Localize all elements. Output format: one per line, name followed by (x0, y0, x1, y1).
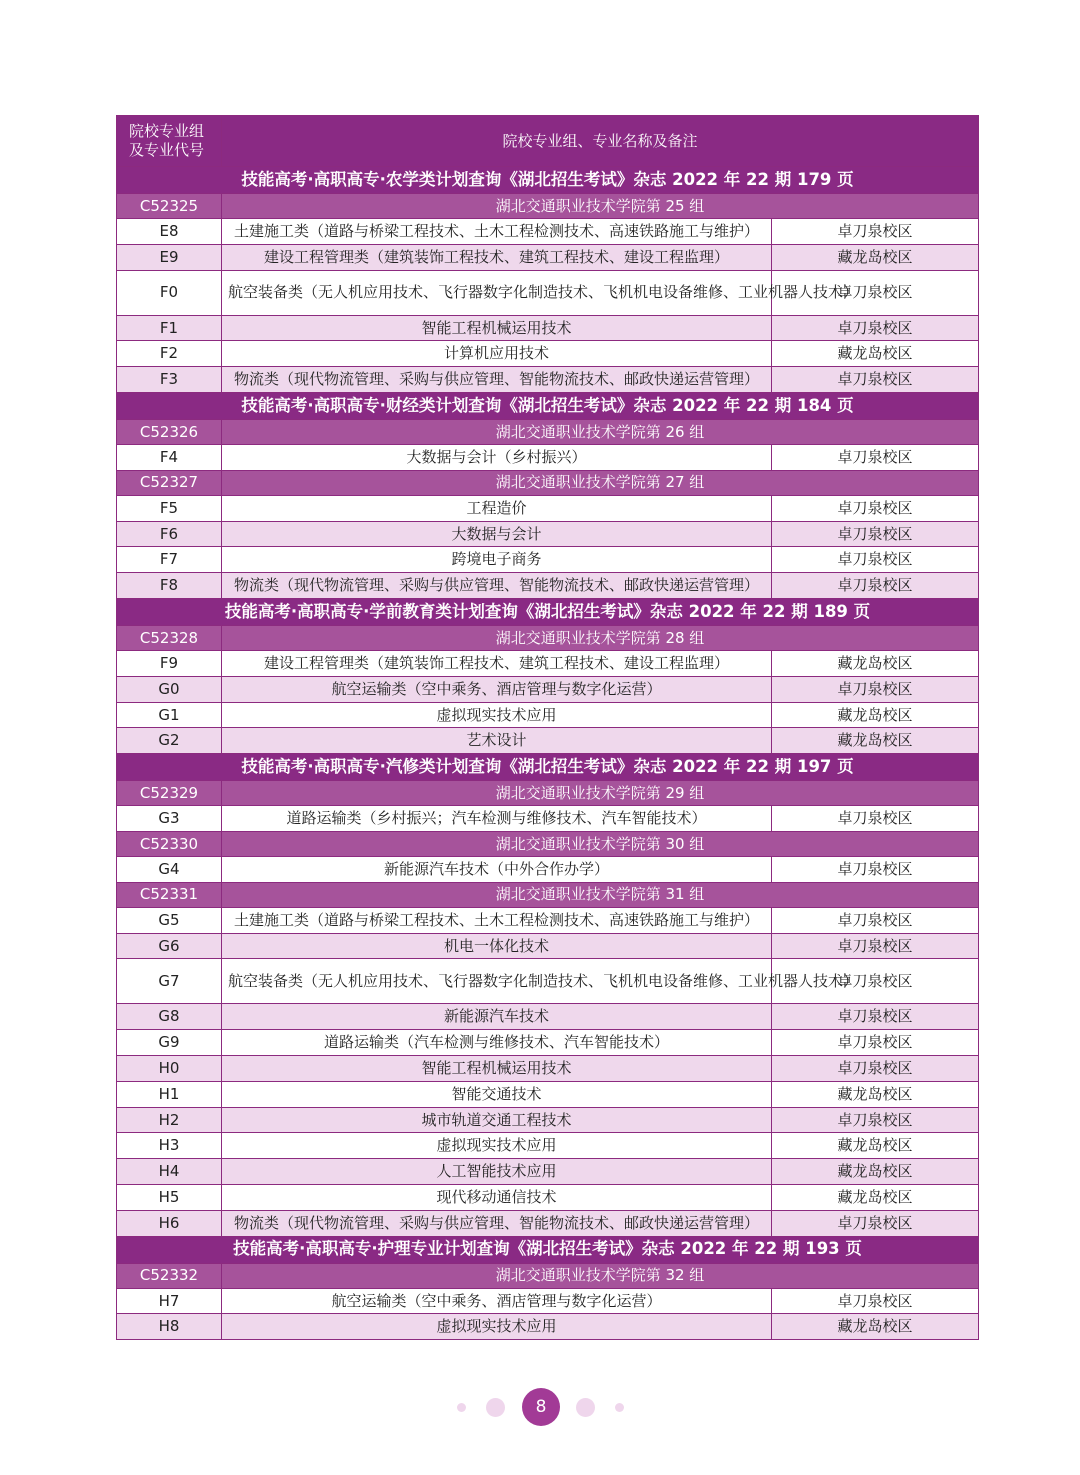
pager-dot (457, 1403, 466, 1412)
major-code: H3 (117, 1133, 222, 1159)
group-code: C52330 (117, 831, 222, 856)
table-row (117, 573, 979, 599)
group-name: 湖北交通职业技术学院第 30 组 (222, 831, 979, 856)
table-row (117, 1081, 979, 1107)
group-row (117, 882, 979, 907)
group-row (117, 1263, 979, 1288)
category-title: 技能高考·高职高专·汽修类计划查询《湖北招生考试》杂志 2022 年 22 期 197 页 (117, 754, 979, 781)
major-name: 虚拟现实技术应用 (222, 1314, 772, 1340)
table-row (117, 1133, 979, 1159)
major-name: 物流类（现代物流管理、采购与供应管理、智能物流技术、邮政快递运营管理） (222, 367, 772, 393)
major-code: H4 (117, 1159, 222, 1185)
group-code: C52332 (117, 1263, 222, 1288)
campus: 卓刀泉校区 (772, 315, 979, 341)
campus: 卓刀泉校区 (772, 1107, 979, 1133)
major-code: F9 (117, 650, 222, 676)
major-code: F3 (117, 367, 222, 393)
category-row (117, 167, 979, 194)
major-code: G2 (117, 728, 222, 754)
major-name: 人工智能技术应用 (222, 1159, 772, 1185)
campus: 卓刀泉校区 (772, 856, 979, 882)
table-row (117, 933, 979, 959)
campus: 卓刀泉校区 (772, 367, 979, 393)
campus: 卓刀泉校区 (772, 270, 979, 315)
group-code: C52326 (117, 419, 222, 444)
group-row (117, 625, 979, 650)
major-code: H7 (117, 1288, 222, 1314)
major-name: 航空装备类（无人机应用技术、飞行器数字化制造技术、飞机机电设备维修、工业机器人技术） (222, 270, 772, 315)
campus: 藏龙岛校区 (772, 1184, 979, 1210)
group-row (117, 470, 979, 495)
major-code: F2 (117, 341, 222, 367)
pager-dot (486, 1398, 505, 1417)
table-row (117, 856, 979, 882)
group-row (117, 781, 979, 806)
group-code: C52328 (117, 625, 222, 650)
category-row (117, 598, 979, 625)
campus: 卓刀泉校区 (772, 1055, 979, 1081)
header-code: 院校专业组 及专业代号 (117, 116, 222, 167)
major-name: 跨境电子商务 (222, 547, 772, 573)
table-header-row (117, 116, 979, 167)
campus: 卓刀泉校区 (772, 933, 979, 959)
table-row (117, 1107, 979, 1133)
major-code: G8 (117, 1004, 222, 1030)
major-name: 大数据与会计 (222, 521, 772, 547)
major-name: 土建施工类（道路与桥梁工程技术、土木工程检测技术、高速铁路施工与维护） (222, 219, 772, 245)
table-row (117, 244, 979, 270)
campus: 藏龙岛校区 (772, 244, 979, 270)
campus: 卓刀泉校区 (772, 907, 979, 933)
group-name: 湖北交通职业技术学院第 31 组 (222, 882, 979, 907)
group-code: C52325 (117, 194, 222, 219)
group-name: 湖北交通职业技术学院第 28 组 (222, 625, 979, 650)
campus: 卓刀泉校区 (772, 547, 979, 573)
major-name: 建设工程管理类（建筑装饰工程技术、建筑工程技术、建设工程监理） (222, 650, 772, 676)
major-name: 航空运输类（空中乘务、酒店管理与数字化运营） (222, 1288, 772, 1314)
major-name: 新能源汽车技术 (222, 1004, 772, 1030)
major-code: F0 (117, 270, 222, 315)
table-row (117, 907, 979, 933)
pagination (0, 1388, 1080, 1426)
campus: 藏龙岛校区 (772, 341, 979, 367)
group-code: C52331 (117, 882, 222, 907)
major-name: 机电一体化技术 (222, 933, 772, 959)
campus: 藏龙岛校区 (772, 702, 979, 728)
admission-plan-table (116, 115, 979, 1340)
group-name: 湖北交通职业技术学院第 27 组 (222, 470, 979, 495)
major-code: H5 (117, 1184, 222, 1210)
campus: 卓刀泉校区 (772, 495, 979, 521)
major-code: F6 (117, 521, 222, 547)
table-row (117, 650, 979, 676)
major-code: G9 (117, 1030, 222, 1056)
major-code: G3 (117, 806, 222, 832)
major-code: G0 (117, 676, 222, 702)
category-title: 技能高考·高职高专·护理专业计划查询《湖北招生考试》杂志 2022 年 22 期 193 页 (117, 1236, 979, 1263)
major-name: 工程造价 (222, 495, 772, 521)
campus: 卓刀泉校区 (772, 1004, 979, 1030)
campus: 卓刀泉校区 (772, 959, 979, 1004)
major-name: 航空运输类（空中乘务、酒店管理与数字化运营） (222, 676, 772, 702)
major-name: 虚拟现实技术应用 (222, 1133, 772, 1159)
campus: 卓刀泉校区 (772, 573, 979, 599)
group-name: 湖北交通职业技术学院第 25 组 (222, 194, 979, 219)
table-row (117, 806, 979, 832)
campus: 藏龙岛校区 (772, 650, 979, 676)
major-name: 道路运输类（乡村振兴；汽车检测与维修技术、汽车智能技术） (222, 806, 772, 832)
major-code: G1 (117, 702, 222, 728)
table-row (117, 702, 979, 728)
major-name: 城市轨道交通工程技术 (222, 1107, 772, 1133)
major-name: 物流类（现代物流管理、采购与供应管理、智能物流技术、邮政快递运营管理） (222, 573, 772, 599)
group-row (117, 419, 979, 444)
major-name: 新能源汽车技术（中外合作办学） (222, 856, 772, 882)
major-code: E9 (117, 244, 222, 270)
campus: 卓刀泉校区 (772, 806, 979, 832)
table-row (117, 495, 979, 521)
group-row (117, 194, 979, 219)
group-name: 湖北交通职业技术学院第 26 组 (222, 419, 979, 444)
campus: 藏龙岛校区 (772, 1159, 979, 1185)
table-row (117, 367, 979, 393)
major-name: 艺术设计 (222, 728, 772, 754)
group-name: 湖北交通职业技术学院第 32 组 (222, 1263, 979, 1288)
major-code: G5 (117, 907, 222, 933)
major-code: G4 (117, 856, 222, 882)
table-row (117, 1004, 979, 1030)
major-code: H2 (117, 1107, 222, 1133)
table-row (117, 341, 979, 367)
major-code: F5 (117, 495, 222, 521)
table-row (117, 1159, 979, 1185)
major-name: 虚拟现实技术应用 (222, 702, 772, 728)
table-row (117, 728, 979, 754)
group-row (117, 831, 979, 856)
category-title: 技能高考·高职高专·农学类计划查询《湖北招生考试》杂志 2022 年 22 期 179 页 (117, 167, 979, 194)
campus: 藏龙岛校区 (772, 1314, 979, 1340)
major-name: 道路运输类（汽车检测与维修技术、汽车智能技术） (222, 1030, 772, 1056)
header-name: 院校专业组、专业名称及备注 (222, 116, 979, 167)
table-row (117, 1055, 979, 1081)
major-name: 航空装备类（无人机应用技术、飞行器数字化制造技术、飞机机电设备维修、工业机器人技术） (222, 959, 772, 1004)
table-row (117, 444, 979, 470)
campus: 卓刀泉校区 (772, 1210, 979, 1236)
group-code: C52327 (117, 470, 222, 495)
major-name: 现代移动通信技术 (222, 1184, 772, 1210)
table-row (117, 959, 979, 1004)
campus: 卓刀泉校区 (772, 1288, 979, 1314)
major-code: H0 (117, 1055, 222, 1081)
pager-dot (576, 1398, 595, 1417)
pager-dot (615, 1403, 624, 1412)
major-name: 智能交通技术 (222, 1081, 772, 1107)
major-code: H8 (117, 1314, 222, 1340)
table-row (117, 315, 979, 341)
table-row (117, 1184, 979, 1210)
campus: 卓刀泉校区 (772, 676, 979, 702)
major-code: G7 (117, 959, 222, 1004)
category-title: 技能高考·高职高专·学前教育类计划查询《湖北招生考试》杂志 2022 年 22 期 189 页 (117, 598, 979, 625)
group-code: C52329 (117, 781, 222, 806)
major-name: 土建施工类（道路与桥梁工程技术、土木工程检测技术、高速铁路施工与维护） (222, 907, 772, 933)
category-row (117, 1236, 979, 1263)
table-row (117, 547, 979, 573)
table-row (117, 270, 979, 315)
major-code: F7 (117, 547, 222, 573)
major-name: 智能工程机械运用技术 (222, 1055, 772, 1081)
major-code: H6 (117, 1210, 222, 1236)
table-row (117, 219, 979, 245)
major-code: E8 (117, 219, 222, 245)
category-row (117, 754, 979, 781)
table-row (117, 521, 979, 547)
major-code: G6 (117, 933, 222, 959)
table-row (117, 1030, 979, 1056)
table-row (117, 676, 979, 702)
major-name: 大数据与会计（乡村振兴） (222, 444, 772, 470)
major-name: 物流类（现代物流管理、采购与供应管理、智能物流技术、邮政快递运营管理） (222, 1210, 772, 1236)
category-row (117, 392, 979, 419)
major-code: F4 (117, 444, 222, 470)
page-number: 8 (522, 1388, 560, 1426)
major-code: F8 (117, 573, 222, 599)
major-name: 智能工程机械运用技术 (222, 315, 772, 341)
campus: 藏龙岛校区 (772, 728, 979, 754)
table-row (117, 1314, 979, 1340)
category-title: 技能高考·高职高专·财经类计划查询《湖北招生考试》杂志 2022 年 22 期 184 页 (117, 392, 979, 419)
table-body (117, 167, 979, 1340)
table-row (117, 1288, 979, 1314)
campus: 卓刀泉校区 (772, 219, 979, 245)
table-row (117, 1210, 979, 1236)
campus: 卓刀泉校区 (772, 1030, 979, 1056)
campus: 卓刀泉校区 (772, 521, 979, 547)
campus: 卓刀泉校区 (772, 444, 979, 470)
campus: 藏龙岛校区 (772, 1081, 979, 1107)
major-code: H1 (117, 1081, 222, 1107)
major-name: 建设工程管理类（建筑装饰工程技术、建筑工程技术、建设工程监理） (222, 244, 772, 270)
campus: 藏龙岛校区 (772, 1133, 979, 1159)
group-name: 湖北交通职业技术学院第 29 组 (222, 781, 979, 806)
major-code: F1 (117, 315, 222, 341)
major-name: 计算机应用技术 (222, 341, 772, 367)
